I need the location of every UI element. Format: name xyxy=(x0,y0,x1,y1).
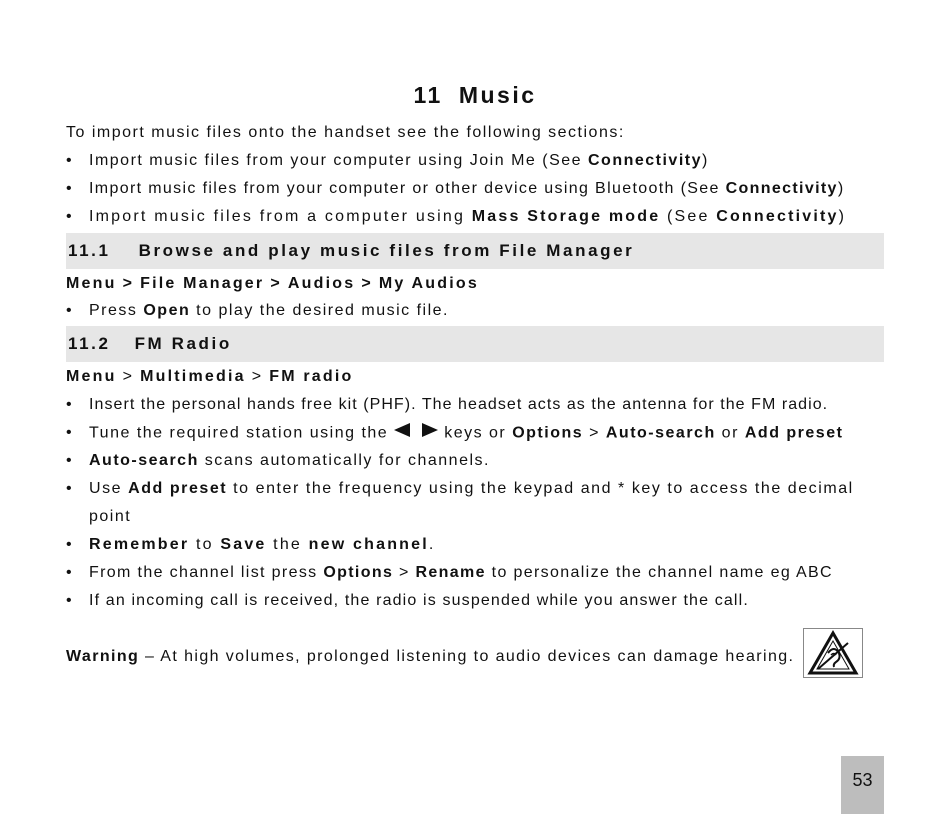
list-item: • Import music files from your computer using Join Me (See Connectivity) xyxy=(66,150,884,172)
intro-text: To import music files onto the handset see the following sections: xyxy=(66,124,625,141)
hearing-damage-warning-icon xyxy=(803,628,863,678)
connectivity-link: Connectivity xyxy=(587,152,702,169)
mass-storage-mode-text: Mass Storage mode xyxy=(471,208,661,225)
section-heading-11-1 xyxy=(66,233,884,269)
menu-path: Menu > File Manager > Audios > My Audios xyxy=(66,275,479,292)
section-number: 11.1 xyxy=(68,241,111,260)
bullet-glyph: • xyxy=(66,452,74,469)
connectivity-link: Connectivity xyxy=(716,208,839,225)
left-right-arrow-keys-icon xyxy=(392,422,440,445)
bullet-glyph: • xyxy=(66,564,73,581)
section-title: Browse and play music files from File Manager xyxy=(138,241,635,260)
chapter-title xyxy=(66,82,884,109)
bullet-glyph: • xyxy=(66,152,74,169)
list-item-continuation: point xyxy=(89,508,132,525)
section-number: 11.2 xyxy=(68,334,111,353)
list-item: • If an incoming call is received, the radio is suspended while you answer the call. xyxy=(66,590,884,612)
bullet-glyph: • xyxy=(66,396,73,413)
warning-label: Warning xyxy=(66,648,140,665)
menu-path: Menu > Multimedia > FM radio xyxy=(66,368,354,385)
list-item: • From the channel list press Options > Rename to personalize the channel name eg ABC xyxy=(66,562,884,584)
list-item: • Press Open to play the desired music file. xyxy=(66,300,884,322)
bullet-glyph: • xyxy=(66,208,74,225)
list-item: • Import music files from your computer or other device using Bluetooth (See Connectivity) xyxy=(66,178,884,200)
bullet-glyph: • xyxy=(66,592,73,609)
section-title: FM Radio xyxy=(134,334,232,353)
bullet-glyph: • xyxy=(66,480,74,497)
section-heading-11-2 xyxy=(66,326,884,362)
list-item: • Import music files from a computer using Mass Storage mode (See Connectivity) xyxy=(66,206,884,228)
list-item: • Insert the personal hands free kit (PHF). The headset acts as the antenna for the FM radio. xyxy=(66,394,884,416)
list-item: • Remember to Save the new channel. xyxy=(66,534,884,556)
connectivity-link: Connectivity xyxy=(725,180,838,197)
chapter-title-text: Music xyxy=(458,82,537,108)
chapter-number: 11 xyxy=(413,82,443,108)
list-item: • Tune the required station using the keys or Options > Auto-search or Add preset xyxy=(66,422,884,444)
bullet-glyph: • xyxy=(66,302,74,319)
warning-text: Warning – At high volumes, prolonged listening to audio devices can damage hearing. xyxy=(66,648,795,665)
list-item: • Use Add preset to enter the frequency using the keypad and * key to access the decimal xyxy=(66,478,884,500)
bullet-glyph: • xyxy=(66,424,74,441)
bullet-glyph: • xyxy=(66,180,73,197)
bullet-glyph: • xyxy=(66,536,74,553)
list-item: • Auto-search scans automatically for channels. xyxy=(66,450,884,472)
page-number: 53 xyxy=(841,756,884,814)
